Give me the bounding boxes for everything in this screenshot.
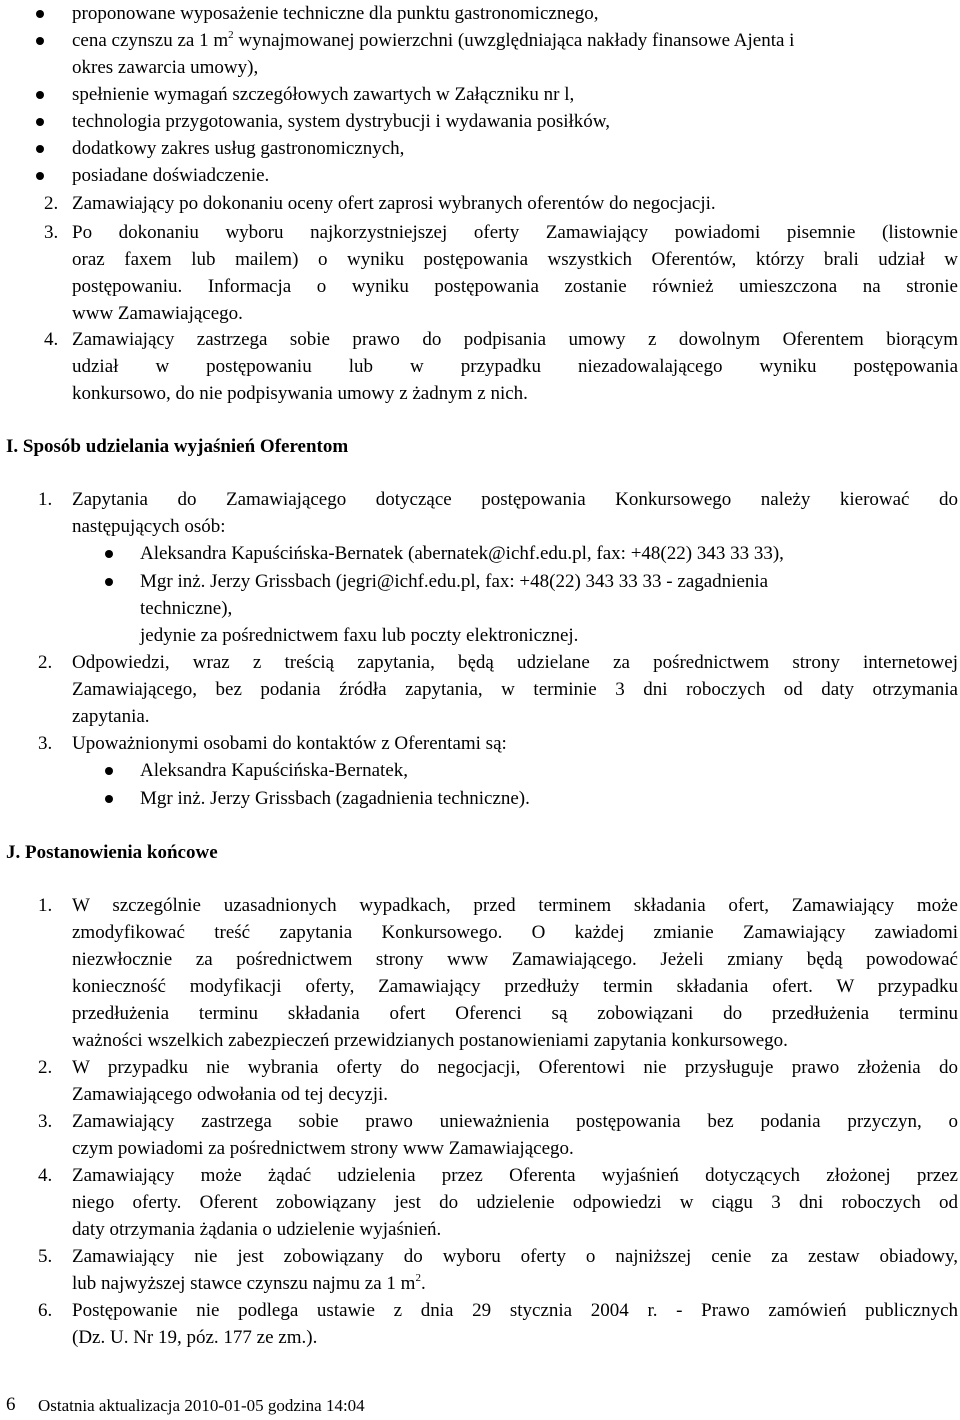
bullet-text: Mgr inż. Jerzy Grissbach (zagadnienia techniczne). [140, 788, 530, 809]
item-number: 2. [44, 193, 59, 214]
item-number: 2. [38, 1057, 53, 1078]
item-number: 3. [38, 1111, 53, 1132]
paragraph-line: W szczególnie uzasadnionych wypadkach, przed terminem składania ofert, Zamawiający może [72, 895, 958, 916]
bullet-text: dodatkowy zakres usług gastronomicznych, [72, 138, 405, 159]
bullet-text [72, 28, 794, 55]
paragraph-text-part: lub najwyższej stawce czynszu najmu za 1 m [72, 1273, 416, 1294]
paragraph-line: konieczność modyfikacji oferty, Zamawiający przedłuży termin składania ofert. W przypadku [72, 976, 958, 997]
bullet-dot [36, 91, 44, 99]
bullet-text: Aleksandra Kapuścińska-Bernatek, [140, 760, 409, 781]
item-number: 4. [44, 329, 59, 350]
page-number: 6 [6, 1394, 16, 1415]
bullet-dot [105, 550, 113, 558]
bullet-text-continuation: techniczne), [140, 598, 233, 619]
bullet-text: posiadane doświadczenie. [72, 165, 270, 186]
bullet-text: proponowane wyposażenie techniczne dla punktu gastronomicznego, [72, 3, 599, 24]
paragraph-line: Zamawiającego odwołania od tej decyzji. [72, 1084, 389, 1105]
bullet-dot [105, 795, 113, 803]
bullet-text-continuation: jedynie za pośrednictwem faxu lub poczty elektronicznej. [140, 625, 579, 646]
bullet-dot [36, 10, 44, 18]
bullet-text-part: wynajmowanej powierzchni (uwzględniająca nakłady finansowe Ajenta i [238, 30, 795, 51]
paragraph-line [72, 1271, 426, 1298]
paragraph-line: Zamawiający po dokonaniu oceny ofert zaprosi wybranych oferentów do negocjacji. [72, 193, 716, 214]
paragraph-line: daty otrzymania żądania o udzielenie wyjaśnień. [72, 1219, 442, 1240]
item-number: 5. [38, 1246, 53, 1267]
paragraph-line: www Zamawiającego. [72, 303, 243, 324]
item-number: 4. [38, 1165, 53, 1186]
paragraph-line: przedłużenia terminu składania ofert Oferenci są zobowiązani do przedłużenia terminu [72, 1003, 958, 1024]
bullet-dot [36, 172, 44, 180]
section-heading: I. Sposób udzielania wyjaśnień Oferentom [6, 436, 349, 457]
item-number: 6. [38, 1300, 53, 1321]
section-heading: J. Postanowienia końcowe [6, 842, 218, 863]
bullet-text: technologia przygotowania, system dystrybucji i wydawania posiłków, [72, 111, 611, 132]
item-number: 1. [38, 895, 53, 916]
item-number: 2. [38, 652, 53, 673]
paragraph-line: niezwłocznie za pośrednictwem strony www Zamawiającego. Jeżeli zmiany będą powodować [72, 949, 958, 970]
superscript: 2 [228, 29, 234, 41]
bullet-text-continuation: okres zawarcia umowy), [72, 57, 259, 78]
paragraph-line: Po dokonaniu wyboru najkorzystniejszej oferty Zamawiający powiadomi pisemnie (listownie [72, 222, 958, 243]
paragraph-line: Zapytania do Zamawiającego dotyczące postępowania Konkursowego należy kierować do [72, 489, 958, 510]
paragraph-text-part: . [420, 1273, 426, 1294]
paragraph-line: oraz faxem lub mailem) o wyniku postępowania wszystkich Oferentów, którzy brali udział w [72, 249, 958, 270]
paragraph-line: Zamawiający nie jest zobowiązany do wyboru oferty o najniższej cenie za zestaw obiadowy, [72, 1246, 958, 1267]
paragraph-line: Zamawiającego, bez podania źródła zapytania, w terminie 3 dni roboczych od daty otrzymania [72, 679, 958, 700]
bullet-dot [36, 37, 44, 45]
bullet-text: Mgr inż. Jerzy Grissbach (jegri@ichf.edu.pl, fax: +48(22) 343 33 33 - zagadnienia [140, 571, 769, 592]
item-number: 1. [38, 489, 53, 510]
paragraph-line: udział w postępowaniu lub w przypadku niezadowalającego wyniku postępowania [72, 356, 958, 377]
paragraph-line: Zamawiający zastrzega sobie prawo do podpisania umowy z dowolnym Oferentem biorącym [72, 329, 958, 350]
paragraph-line: czym powiadomi za pośrednictwem strony www Zamawiającego. [72, 1138, 574, 1159]
paragraph-line: (Dz. U. Nr 19, póz. 177 ze zm.). [72, 1327, 318, 1348]
paragraph-line: W przypadku nie wybrania oferty do negocjacji, Oferentowi nie przysługuje prawo złożenia do [72, 1057, 958, 1078]
bullet-dot [36, 145, 44, 153]
paragraph-line: Zamawiający zastrzega sobie prawo unieważnienia postępowania bez podania przyczyn, o [72, 1111, 958, 1132]
bullet-dot [36, 118, 44, 126]
paragraph-line: niego oferty. Oferent zobowiązany jest do udzielenie odpowiedzi w ciągu 3 dni roboczych od [72, 1192, 958, 1213]
bullet-text: spełnienie wymagań szczegółowych zawartych w Załączniku nr l, [72, 84, 575, 105]
footer-updated: Ostatnia aktualizacja 2010-01-05 godzina 14:04 [38, 1396, 365, 1415]
paragraph-line: Postępowanie nie podlega ustawie z dnia 29 stycznia 2004 r. - Prawo zamówień publicznych [72, 1300, 958, 1321]
paragraph-line: Odpowiedzi, wraz z treścią zapytania, będą udzielane za pośrednictwem strony internetowej [72, 652, 958, 673]
paragraph-line: postępowaniu. Informacja o wyniku postępowania zostanie również umieszczona na stronie [72, 276, 958, 297]
paragraph-line: zmodyfikować treść zapytania Konkursowego. O każdej zmianie Zamawiający zawiadomi [72, 922, 958, 943]
item-number: 3. [44, 222, 59, 243]
bullet-text-part: cena czynszu za 1 m [72, 30, 229, 51]
paragraph-line: Upoważnionymi osobami do kontaktów z Oferentami są: [72, 733, 507, 754]
item-number: 3. [38, 733, 53, 754]
superscript: 2 [415, 1272, 421, 1284]
bullet-text: Aleksandra Kapuścińska-Bernatek (abernatek@ichf.edu.pl, fax: +48(22) 343 33 33), [140, 543, 784, 564]
paragraph-line: ważności wszelkich zabezpieczeń przewidzianych postanowieniami zapytania konkursowego. [72, 1030, 788, 1051]
paragraph-line: zapytania. [72, 706, 150, 727]
paragraph-line: następujących osób: [72, 516, 226, 537]
paragraph-line: Zamawiający może żądać udzielenia przez Oferenta wyjaśnień dotyczących złożonej przez [72, 1165, 958, 1186]
paragraph-line: konkursowo, do nie podpisywania umowy z żadnym z nich. [72, 383, 528, 404]
bullet-dot [105, 767, 113, 775]
bullet-dot [105, 578, 113, 586]
